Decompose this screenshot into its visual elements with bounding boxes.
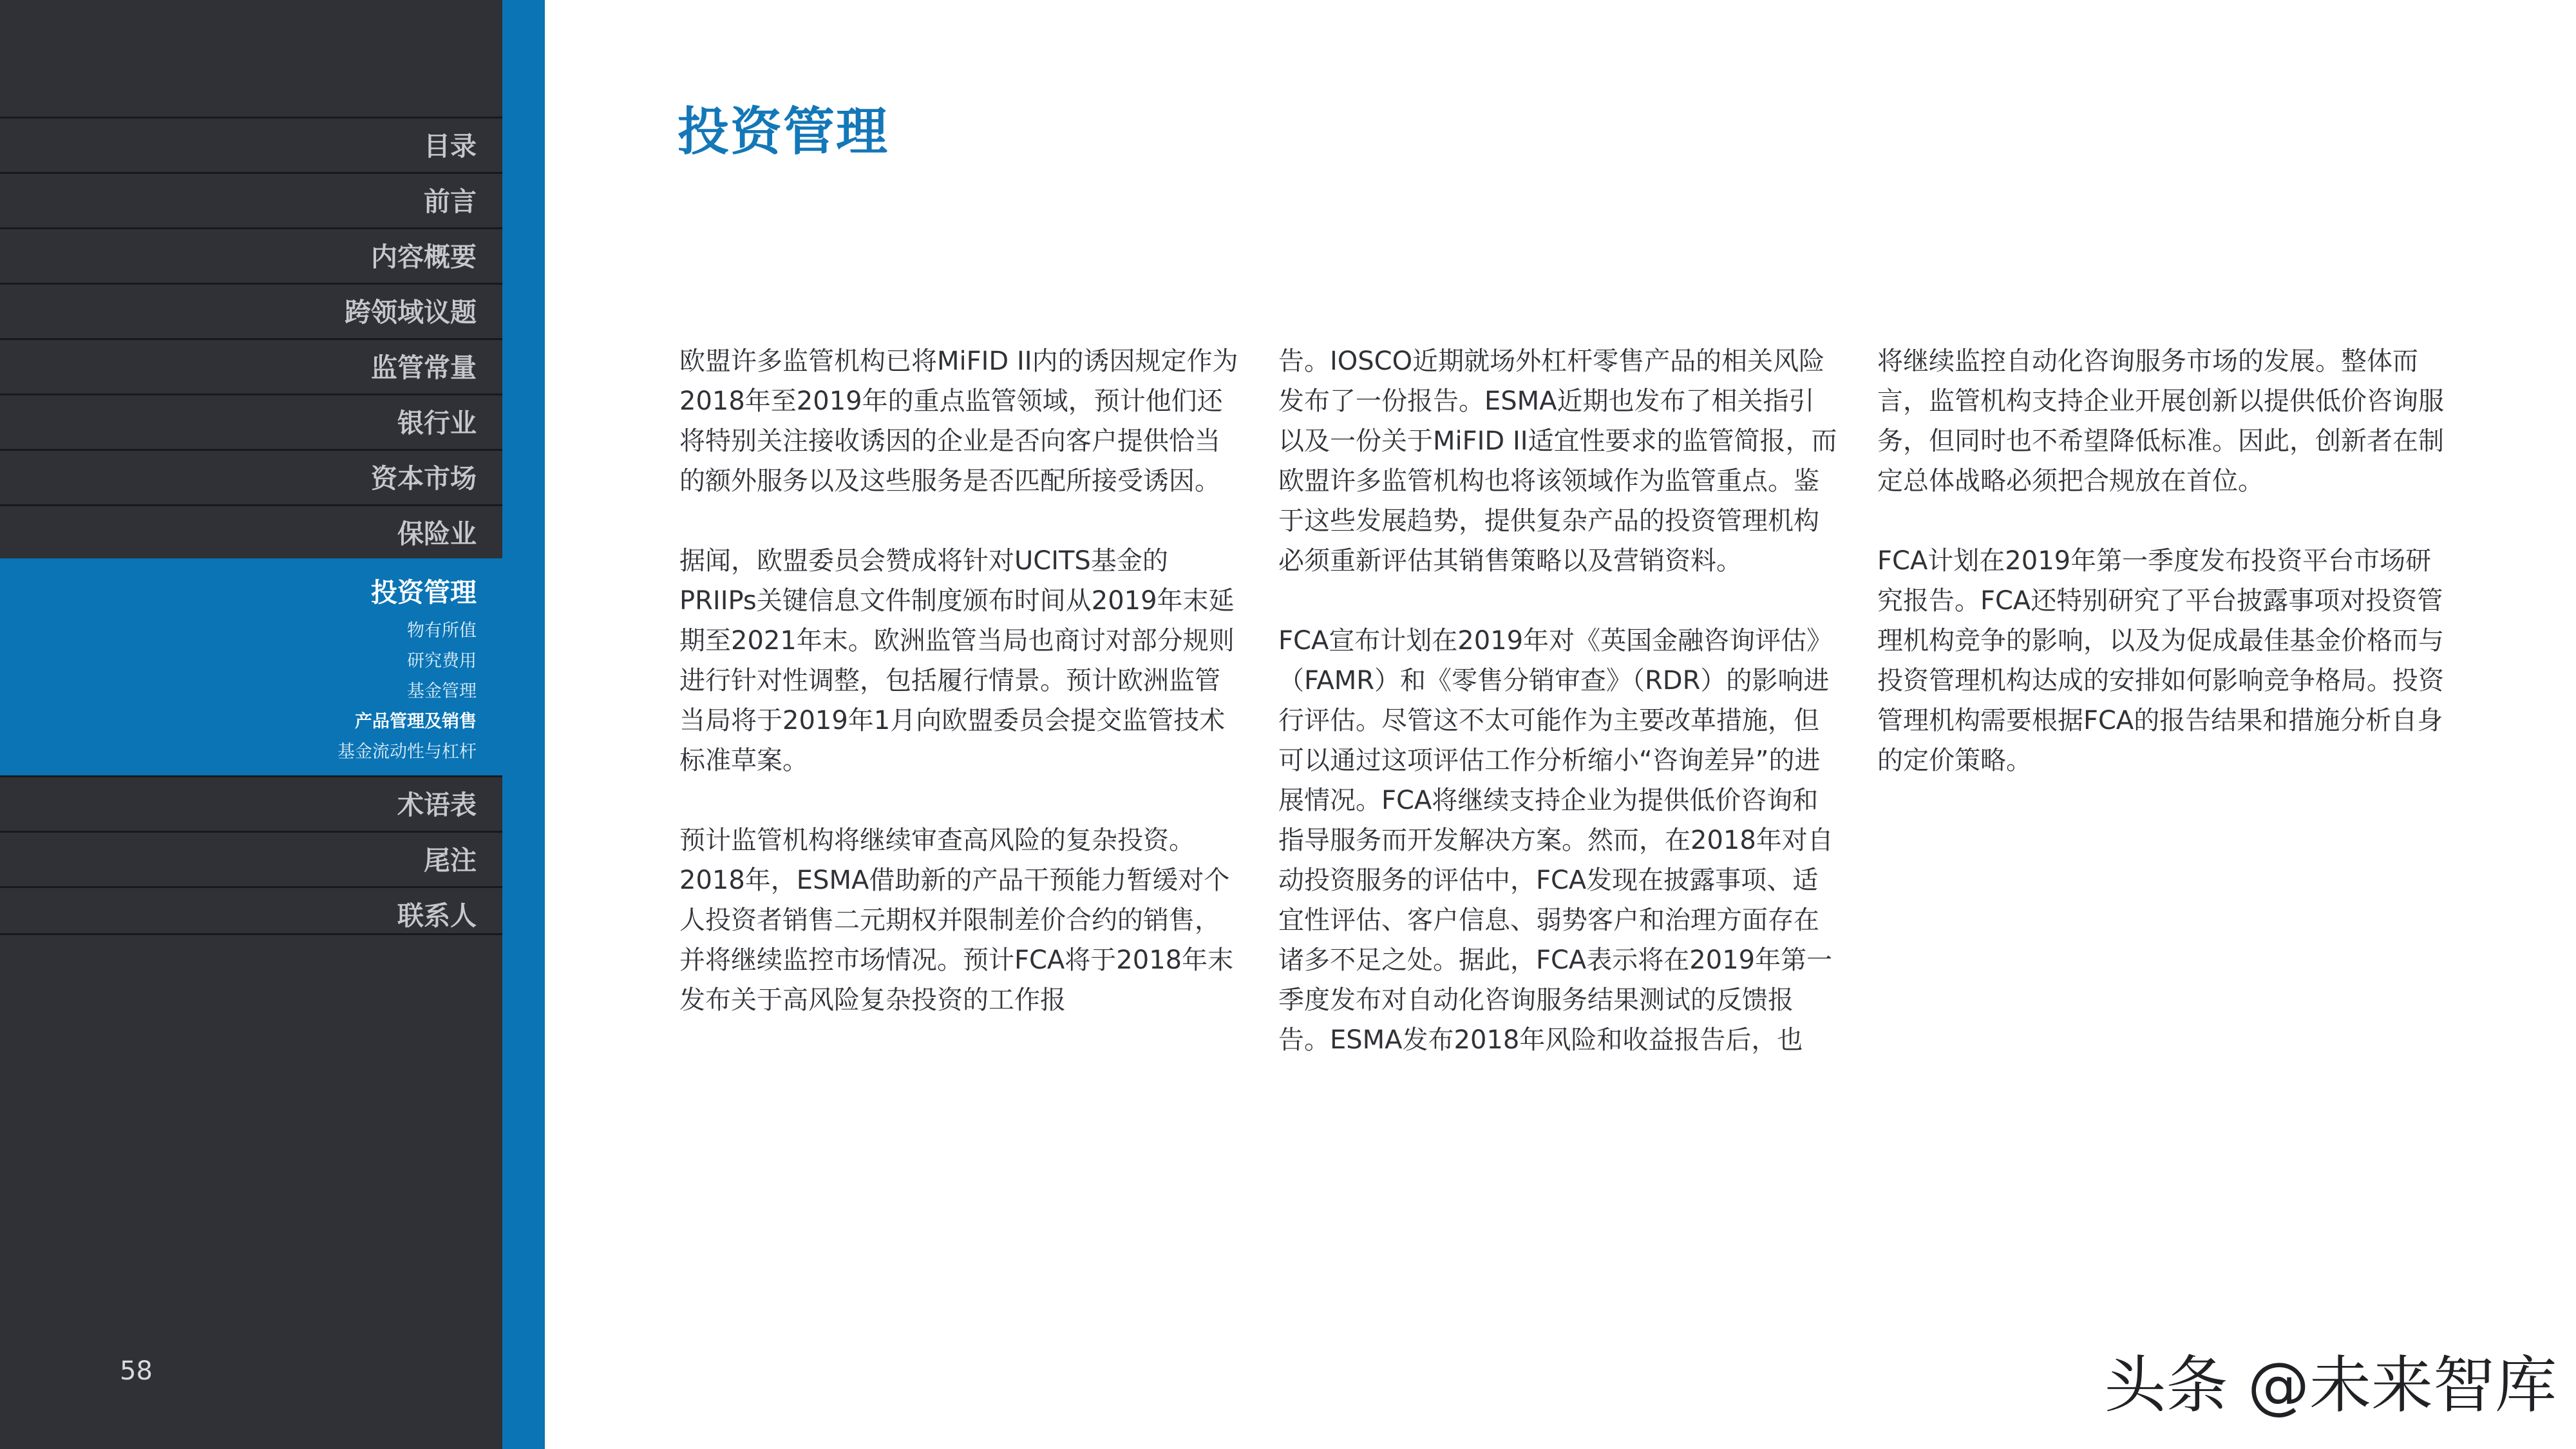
paragraph: 据闻，欧盟委员会赞成将针对UCITS基金的PRIIPs关键信息文件制度颁布时间从2019年末延期至2021年末。欧洲监管当局也商讨对部分规则进行针对性调整，包括履行情景。预计欧洲监管当局将于2019年1月向欧盟委员会提交监管技术标准草案。 bbox=[679, 546, 1235, 775]
sidebar-active-label[interactable]: 投资管理 bbox=[371, 577, 477, 608]
text-column-3 bbox=[1877, 341, 2444, 820]
text-column-1 bbox=[679, 341, 1240, 1060]
sidebar-item-summary[interactable]: 内容概要 bbox=[0, 227, 502, 283]
sidebar-item-preface[interactable]: 前言 bbox=[0, 172, 502, 227]
sidebar-subitem-product-management-sales[interactable]: 产品管理及销售 bbox=[355, 712, 477, 732]
accent-bar bbox=[502, 0, 545, 1449]
watermark: 头条 @未来智库 bbox=[2104, 1349, 2557, 1421]
paragraph: FCA计划在2019年第一季度发布投资平台市场研究报告。FCA还特别研究了平台披露事项对投资管理机构竞争的影响，以及为促成最佳基金价格而与投资管理机构达成的安排如何影响竞争格局。投资管理机构需要根据FCA的报告结果和措施分析自身的定价策略。 bbox=[1877, 546, 2444, 775]
sidebar-divider bbox=[0, 933, 502, 935]
sidebar-subitem-value-for-money[interactable]: 物有所值 bbox=[407, 621, 477, 641]
paragraph: 预计监管机构将继续审查高风险的复杂投资。2018年，ESMA借助新的产品干预能力暂缓对个人投资者销售二元期权并限制差价合约的销售，并将继续监控市场情况。预计FCA将于2018年末发布关于高风险复杂投资的工作报 bbox=[679, 826, 1234, 1015]
page-title: 投资管理 bbox=[677, 102, 889, 162]
sidebar-subitem-fund-management[interactable]: 基金管理 bbox=[407, 681, 477, 701]
sidebar-item-cross-sector[interactable]: 跨领域议题 bbox=[0, 283, 502, 338]
sidebar-item-contacts[interactable]: 联系人 bbox=[0, 886, 502, 942]
paragraph: FCA宣布计划在2019年对《英国金融咨询评估》（FAMR）和《零售分销审查》（RDR）的影响进行评估。尽管这不太可能作为主要改革措施，但可以通过这项评估工作分析缩小“咨询差异”的进展情况。FCA将继续支持企业为提供低价咨询和指导服务而开发解决方案。然而，在2018年对自动投资服务的评估中，FCA发现在披露事项、适宜性评估、客户信息、弱势客户和治理方面存在诸多不足之处。据此，FCA表示将在2019年第一季度发布对自动化咨询服务结果测试的反馈报告。ESMA发布2018年风险和收益报告后，也 bbox=[1278, 626, 1833, 1055]
sidebar-subitem-fund-liquidity-leverage[interactable]: 基金流动性与杠杆 bbox=[337, 742, 477, 762]
paragraph: 告。IOSCO近期就场外杠杆零售产品的相关风险发布了一份报告。ESMA近期也发布了相关指引以及一份关于MiFID II适宜性要求的监管简报，而欧盟许多监管机构也将该领域作为监管重点。鉴于这些发展趋势，提供复杂产品的投资管理机构必须重新评估其销售策略以及营销资料。 bbox=[1278, 346, 1837, 576]
sidebar-item-capital-markets[interactable]: 资本市场 bbox=[0, 449, 502, 504]
sidebar bbox=[0, 0, 502, 1449]
paragraph: 欧盟许多监管机构已将MiFID II内的诱因规定作为2018年至2019年的重点监管领域，预计他们还将特别关注接收诱因的企业是否向客户提供恰当的额外服务以及这些服务是否匹配所接受诱因。 bbox=[679, 346, 1238, 496]
sidebar-item-endnotes[interactable]: 尾注 bbox=[0, 831, 502, 886]
sidebar-item-banking[interactable]: 银行业 bbox=[0, 393, 502, 449]
sidebar-item-regulatory-constants[interactable]: 监管常量 bbox=[0, 338, 502, 393]
sidebar-subitem-research-fees[interactable]: 研究费用 bbox=[407, 651, 477, 671]
text-column-2 bbox=[1278, 341, 1839, 1100]
sidebar-item-glossary[interactable]: 术语表 bbox=[0, 775, 502, 831]
paragraph: 将继续监控自动化咨询服务市场的发展。整体而言，监管机构支持企业开展创新以提供低价咨询服务，但同时也不希望降低标准。因此，创新者在制定总体战略必须把合规放在首位。 bbox=[1877, 346, 2444, 496]
sidebar-item-insurance[interactable]: 保险业 bbox=[0, 504, 502, 560]
sidebar-item-investment-management[interactable] bbox=[0, 558, 502, 775]
sidebar-item-contents[interactable]: 目录 bbox=[0, 117, 502, 172]
page-number: 58 bbox=[120, 1356, 153, 1386]
